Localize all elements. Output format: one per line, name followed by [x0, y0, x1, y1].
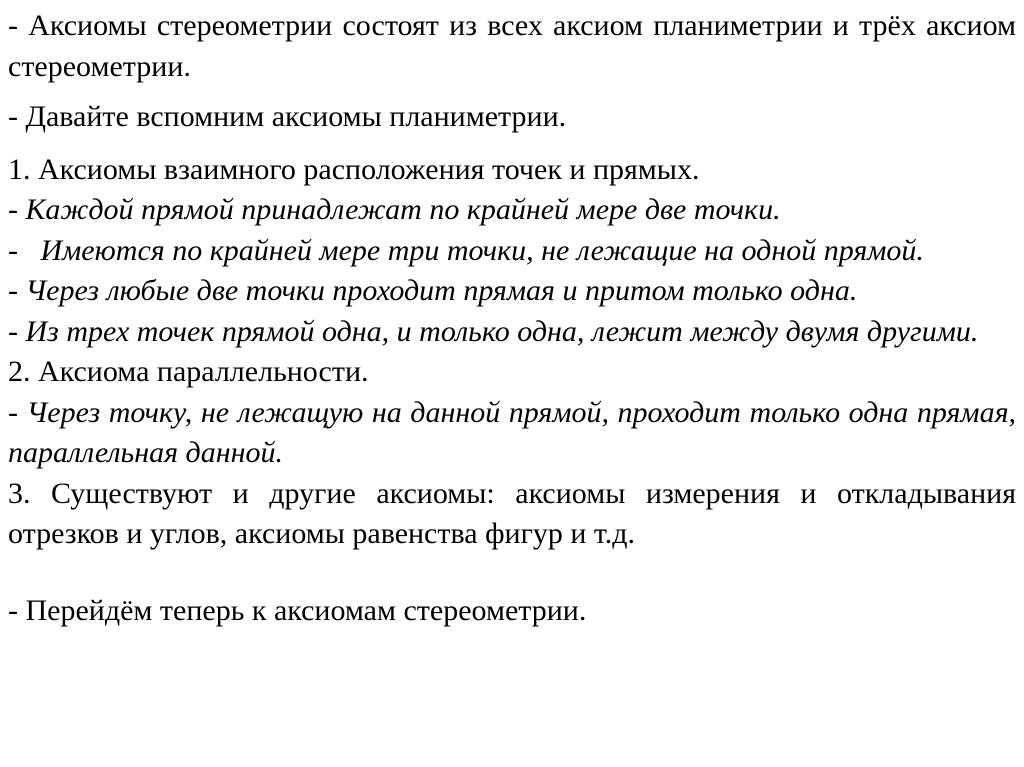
axiom-item — [8, 190, 1016, 231]
slide-body — [8, 6, 1016, 631]
axiom-item — [8, 231, 1016, 272]
axiom-item — [8, 271, 1016, 312]
item-dash: - — [8, 274, 18, 307]
axiom-text: Имеются по крайней мере три точки, не лежащие на одной прямой. — [40, 233, 924, 267]
section-1-title: 1. Аксиомы взаимного расположения точек и прямых. — [8, 152, 700, 186]
axiom-text: Через точку, не лежащую на данной прямой, проходит только одна прямая, параллельная данной. — [8, 395, 1017, 469]
axiom-item — [8, 312, 1016, 353]
outro-paragraph: - Перейдём теперь к аксиомам стереометрии. — [8, 593, 587, 627]
section-3-paragraph: 3. Существуют и другие аксиомы: аксиомы измерения и откладывания отрезков и углов, аксиомы равенства фигур и т.д. — [8, 476, 1016, 550]
intro-paragraph-2: - Давайте вспомним аксиомы планиметрии. — [8, 100, 567, 133]
item-dash: - — [8, 193, 18, 226]
axiom-text: Из трех точек прямой одна, и только одна, лежит между двумя другими. — [25, 314, 979, 348]
section-2-title: 2. Аксиома параллельности. — [8, 355, 369, 388]
axiom-text: Каждой прямой принадлежат по крайней мере две точки. — [25, 193, 781, 226]
intro-paragraph-1: - Аксиомы стереометрии состоят из всех аксиом планиметрии и трёх аксиом стереометрии. — [8, 9, 1016, 83]
axiom-text: Через любые две точки проходит прямая и притом только одна. — [25, 274, 858, 307]
item-dash: - — [8, 233, 18, 267]
item-dash: - — [8, 314, 18, 348]
axiom-item — [8, 393, 1016, 474]
item-dash: - — [8, 395, 18, 429]
